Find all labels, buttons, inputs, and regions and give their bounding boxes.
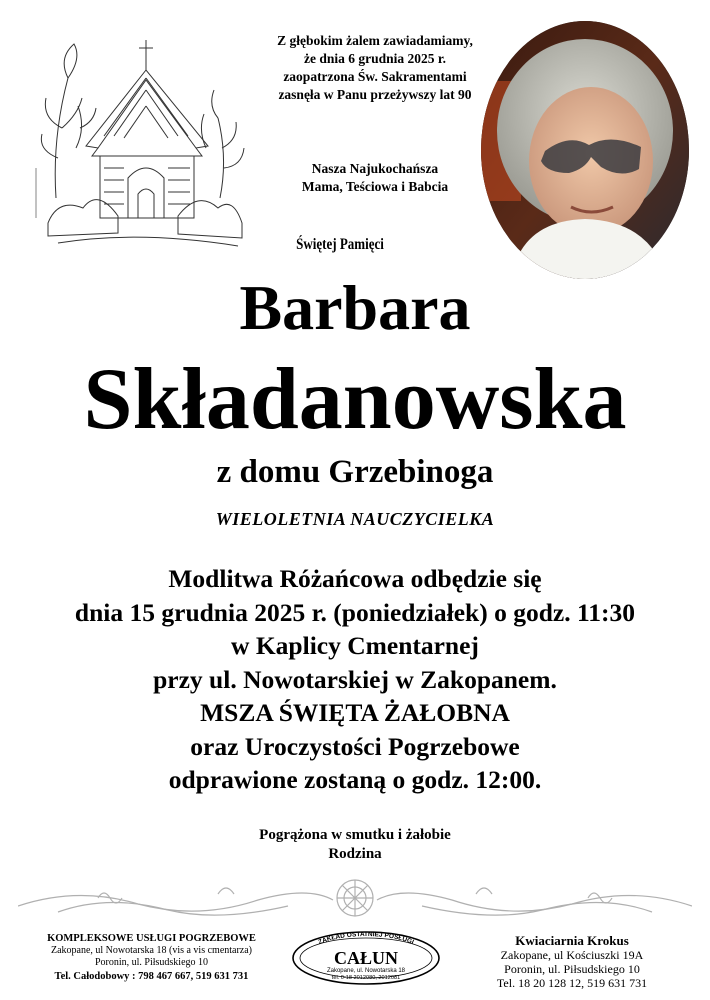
calun-logo xyxy=(290,930,442,986)
ceremony-line: dnia 15 grudnia 2025 r. (poniedziałek) o godz. 11:30 xyxy=(74,597,636,627)
ceremony-line: MSZA ŚWIĘTA ŻAŁOBNA xyxy=(200,698,510,727)
funeral-home-title: KOMPLEKSOWE USŁUGI POGRZEBOWE xyxy=(47,933,256,944)
florist-address: Poronin, ul. Piłsudskiego 10 xyxy=(504,962,640,976)
ceremony-info xyxy=(0,562,710,797)
maiden-name: z domu Grzebinoga xyxy=(216,454,494,490)
ceremony-line: przy ul. Nowotarskiej w Zakopanem. xyxy=(153,664,557,694)
mourners-text xyxy=(0,826,710,864)
relation-line: Nasza Najukochańsza xyxy=(311,161,439,176)
intro-line: zaopatrzona Św. Sakramentami xyxy=(283,69,467,84)
chapel-sketch-icon xyxy=(28,18,250,250)
funeral-home-address: Poronin, ul. Piłsudskiego 10 xyxy=(94,957,209,968)
funeral-home-info xyxy=(14,933,289,983)
ornament-divider-icon xyxy=(18,876,692,922)
logo-address: Zakopane, ul. Nowotarska 18 xyxy=(326,968,406,974)
ceremony-line: oraz Uroczystości Pogrzebowe xyxy=(190,731,520,761)
relation-text xyxy=(240,160,510,196)
intro-line: zasnęła w Panu przeżywszy lat 90 xyxy=(278,87,472,102)
ceremony-line: odprawione zostaną o godz. 12:00. xyxy=(168,765,542,794)
first-name: Barbara xyxy=(239,272,471,343)
surname: Składanowska xyxy=(83,351,627,448)
ceremony-line: w Kaplicy Cmentarnej xyxy=(231,631,479,660)
mourners-line: Pogrążona w smutku i żałobie xyxy=(259,827,451,843)
intro-line: że dnia 6 grudnia 2025 r. xyxy=(303,51,447,66)
logo-top-text: ZAKŁAD OSTATNIEJ POSŁUGI xyxy=(317,930,415,947)
intro-text xyxy=(240,32,510,104)
florist-phone: Tel. 18 20 128 12, 519 631 731 xyxy=(496,976,648,990)
logo-phone: tel. 0-18 2012080, 2012081 xyxy=(331,975,401,981)
florist-address: Zakopane, ul Kościuszki 19A xyxy=(500,948,644,962)
portrait-image-icon xyxy=(481,21,689,279)
florist-title: Kwiaciarnia Krokus xyxy=(515,933,629,948)
funeral-home-phone: Tel. Całodobowy : 798 467 667, 519 631 731 xyxy=(54,971,249,982)
portrait-photo xyxy=(481,21,689,279)
relation-line: Mama, Teściowa i Babcia xyxy=(301,179,449,194)
florist-info xyxy=(446,934,698,990)
ceremony-line: Modlitwa Różańcowa odbędzie się xyxy=(168,564,542,593)
mourners-line: Rodzina xyxy=(328,846,382,862)
logo-name: CAŁUN xyxy=(333,948,399,968)
memory-label: Świętej Pamięci xyxy=(296,234,384,253)
intro-line: Z głębokim żalem zawiadamiamy, xyxy=(277,33,473,48)
funeral-home-address: Zakopane, ul Nowotarska 18 (vis a vis cmentarza) xyxy=(50,945,253,956)
profession: WIELOLETNIA NAUCZYCIELKA xyxy=(215,509,495,529)
